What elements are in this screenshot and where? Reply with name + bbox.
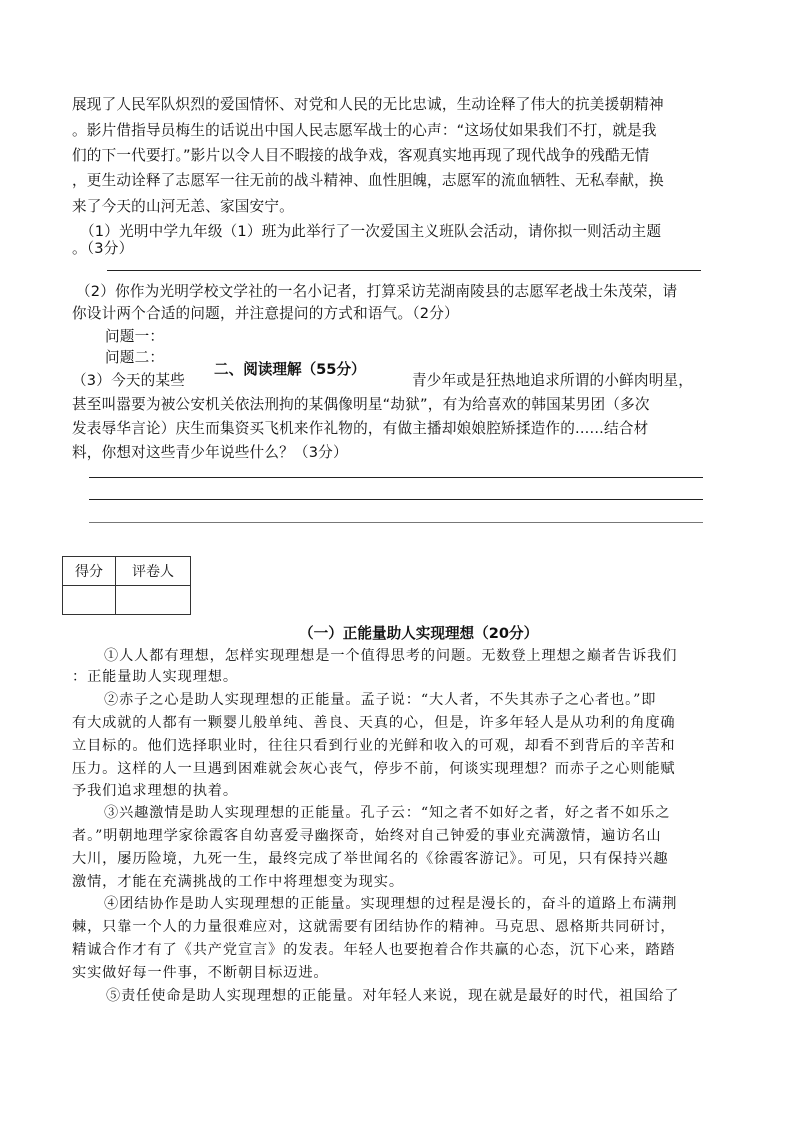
reading-line: ③兴趣激情是助人实现理想的正能量。孔子云：“知之者不如好之者，好之者不如乐之	[104, 805, 671, 821]
reading-line: 压力。这样的人一旦遇到困难就会灰心丧气，停步不前，何谈实现理想？而赤子之心则能赋	[72, 761, 676, 777]
reading-line: 立目标的。他们选择职业时，往往只看到行业的光鲜和收入的可观，却看不到背后的辛苦和	[72, 738, 676, 754]
passage-line: 展现了人民军队炽烈的爱国情怀、对党和人民的无比忠诚，生动诠释了伟大的抗美援朝精神	[72, 96, 664, 113]
question-2-item-1: 问题一：	[105, 328, 165, 345]
question-1-line: （1）光明中学九年级（1）班为此举行了一次爱国主义班队会活动，请你拟一则活动主题	[80, 223, 662, 240]
score-table	[62, 556, 191, 615]
reading-line: 棘，只靠一个人的力量很难应对，这就需要有团结协作的精神。马克思、恩格斯共同研讨，	[72, 919, 676, 935]
reading-line: ①人人都有理想，怎样实现理想是一个值得思考的问题。无数登上理想之巅者告诉我们	[104, 648, 678, 664]
reading-line: 激情，才能在充满挑战的工作中将理想变为现实。	[72, 874, 404, 890]
reading-line: 予我们追求理想的执着。	[72, 783, 238, 799]
reading-line: 者。”明朝地理学家徐霞客自幼喜爱寻幽探奇，始终对自己钟爱的事业充满激情，遍访名山	[72, 828, 662, 844]
question-1-line: 。（3分）	[72, 240, 134, 257]
answer-line[interactable]	[107, 270, 701, 271]
answer-line[interactable]	[89, 522, 703, 523]
question-3-end: 青少年或是狂热地追求所谓的小鲜肉明星，	[412, 372, 694, 389]
passage-line: 。影片借指导员梅生的话说出中国人民志愿军战士的心声：“这场仗如果我们不打，就是我	[72, 122, 657, 139]
reading-line: 实实做好每一件事，不断朝目标迈进。	[72, 965, 329, 981]
passage-line: 来了今天的山河无恙、家国安宁。	[72, 198, 294, 215]
question-3-line: 甚至叫嚣要为被公安机关依法刑拘的某偶像明星“劫狱”，有为给喜欢的韩国某男团（多次	[72, 396, 650, 413]
answer-line[interactable]	[89, 477, 703, 478]
reading-line: ⑤责任使命是助人实现理想的正能量。对年轻人来说，现在就是最好的时代，祖国给了	[106, 988, 680, 1004]
reading-line: 精诚合作才有了《共产党宣言》的发表。年轻人也要抱着合作共赢的心态，沉下心来，踏踏	[72, 942, 676, 958]
question-3-line: 发表辱华言论）庆生而集资买飞机来作礼物的，有做主播却娘娘腔矫揉造作的......结合材	[72, 420, 649, 437]
grader-cell[interactable]	[116, 586, 191, 615]
reading-line: ：正能量助人实现理想。	[72, 669, 238, 685]
score-cell[interactable]	[63, 586, 116, 615]
question-2-line: 你设计两个合适的问题，并注意提问的方式和语气。（2分）	[72, 305, 459, 322]
reading-line: 有大成就的人都有一颗婴儿般单纯、善良、天真的心，但是，许多年轻人是从功利的角度确	[72, 715, 676, 731]
grader-header: 评卷人	[116, 557, 191, 586]
passage-line: 们的下一代要打。”影片以令人目不暇接的战争戏，客观真实地再现了现代战争的残酷无情	[72, 147, 650, 164]
question-2-line: （2）你作为光明学校文学社的一名小记者，打算采访芜湖南陵县的志愿军老战士朱茂荣，请	[76, 283, 678, 300]
reading-1-title: （一）正能量助人实现理想（20分）	[299, 625, 539, 642]
answer-line[interactable]	[89, 499, 703, 500]
question-3-line: 料，你想对这些青少年说些什么？（3分）	[72, 444, 348, 461]
reading-line: ②赤子之心是助人实现理想的正能量。孟子说：“大人者，不失其赤子之心者也。”即	[104, 692, 657, 708]
section-2-title: 二、阅读理解（55分）	[214, 361, 366, 378]
reading-line: 大川，屡历险境，九死一生，最终完成了举世闻名的《徐霞客游记》。可见，只有保持兴趣	[72, 851, 669, 867]
question-2-item-2: 问题二：	[105, 349, 165, 366]
passage-line: ，更生动诠释了志愿军一往无前的战斗精神、血性胆魄，志愿军的流血牺牲、无私奉献，换	[72, 172, 664, 189]
reading-line: ④团结协作是助人实现理想的正能量。实现理想的过程是漫长的，奋斗的道路上布满荆	[104, 896, 678, 912]
score-header: 得分	[63, 557, 116, 586]
question-3-start: （3）今天的某些	[72, 372, 186, 389]
